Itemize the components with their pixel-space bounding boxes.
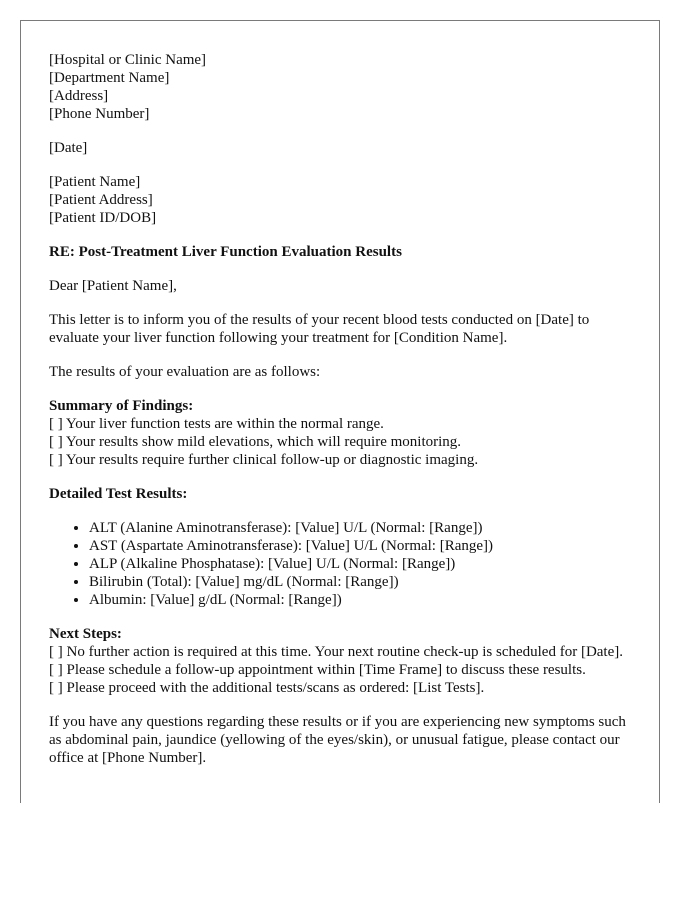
hospital-name: [Hospital or Clinic Name] [49,52,207,68]
next-steps-heading: Next Steps: [49,626,122,642]
summary-option: [ ] Your results require further clinical follow-up or diagnostic imaging. [49,452,479,468]
test-results-list [49,519,631,609]
list-item: • Bilirubin (Total): [Value] mg/dL (Normal: [Range]) [89,573,631,591]
next-step-option: [ ] No further action is required at this time. Your next routine check-up is scheduled for [Date]. [49,644,623,660]
details-heading: Detailed Test Results: [49,486,188,502]
sender-phone: [Phone Number] [49,106,150,122]
date-block [49,139,631,157]
list-item: • ALP (Alkaline Phosphatase): [Value] U/L (Normal: [Range]) [89,555,631,573]
list-item: • Albumin: [Value] g/dL (Normal: [Range]) [89,591,631,609]
summary-option: [ ] Your results show mild elevations, which will require monitoring. [49,434,462,450]
department-name: [Department Name] [49,70,170,86]
summary-heading: Summary of Findings: [49,398,194,414]
summary-section [49,397,631,469]
letter-page [20,20,660,803]
subject-line: RE: Post-Treatment Liver Function Evaluation Results [49,244,402,260]
details-section [49,485,631,609]
list-item: • ALT (Alanine Aminotransferase): [Value] U/L (Normal: [Range]) [89,519,631,537]
letter-date: [Date] [49,140,88,156]
next-step-option: [ ] Please proceed with the additional tests/scans as ordered: [List Tests]. [49,680,485,696]
next-step-option: [ ] Please schedule a follow-up appointment within [Time Frame] to discuss these results. [49,662,586,678]
list-item: • AST (Aspartate Aminotransferase): [Value] U/L (Normal: [Range]) [89,537,631,555]
summary-option: [ ] Your liver function tests are within the normal range. [49,416,384,432]
recipient-block [49,173,631,227]
closing-paragraph: If you have any questions regarding these results or if you are experiencing new symptoms such as abdominal pain, jaundice (yellowing of the eyes/skin), or unusual fatigue, please contact our office at [Phone Number]. [49,714,626,766]
sender-address: [Address] [49,88,109,104]
intro-paragraph: This letter is to inform you of the results of your recent blood tests conducted on [Date] to evaluate your liver function following your treatment for [Condition Name]. [49,312,590,346]
patient-id-dob: [Patient ID/DOB] [49,210,157,226]
sender-block [49,51,631,123]
patient-name: [Patient Name] [49,174,141,190]
results-intro: The results of your evaluation are as follows: [49,364,321,380]
salutation: Dear [Patient Name], [49,278,177,294]
patient-address: [Patient Address] [49,192,153,208]
next-steps-section [49,625,631,697]
